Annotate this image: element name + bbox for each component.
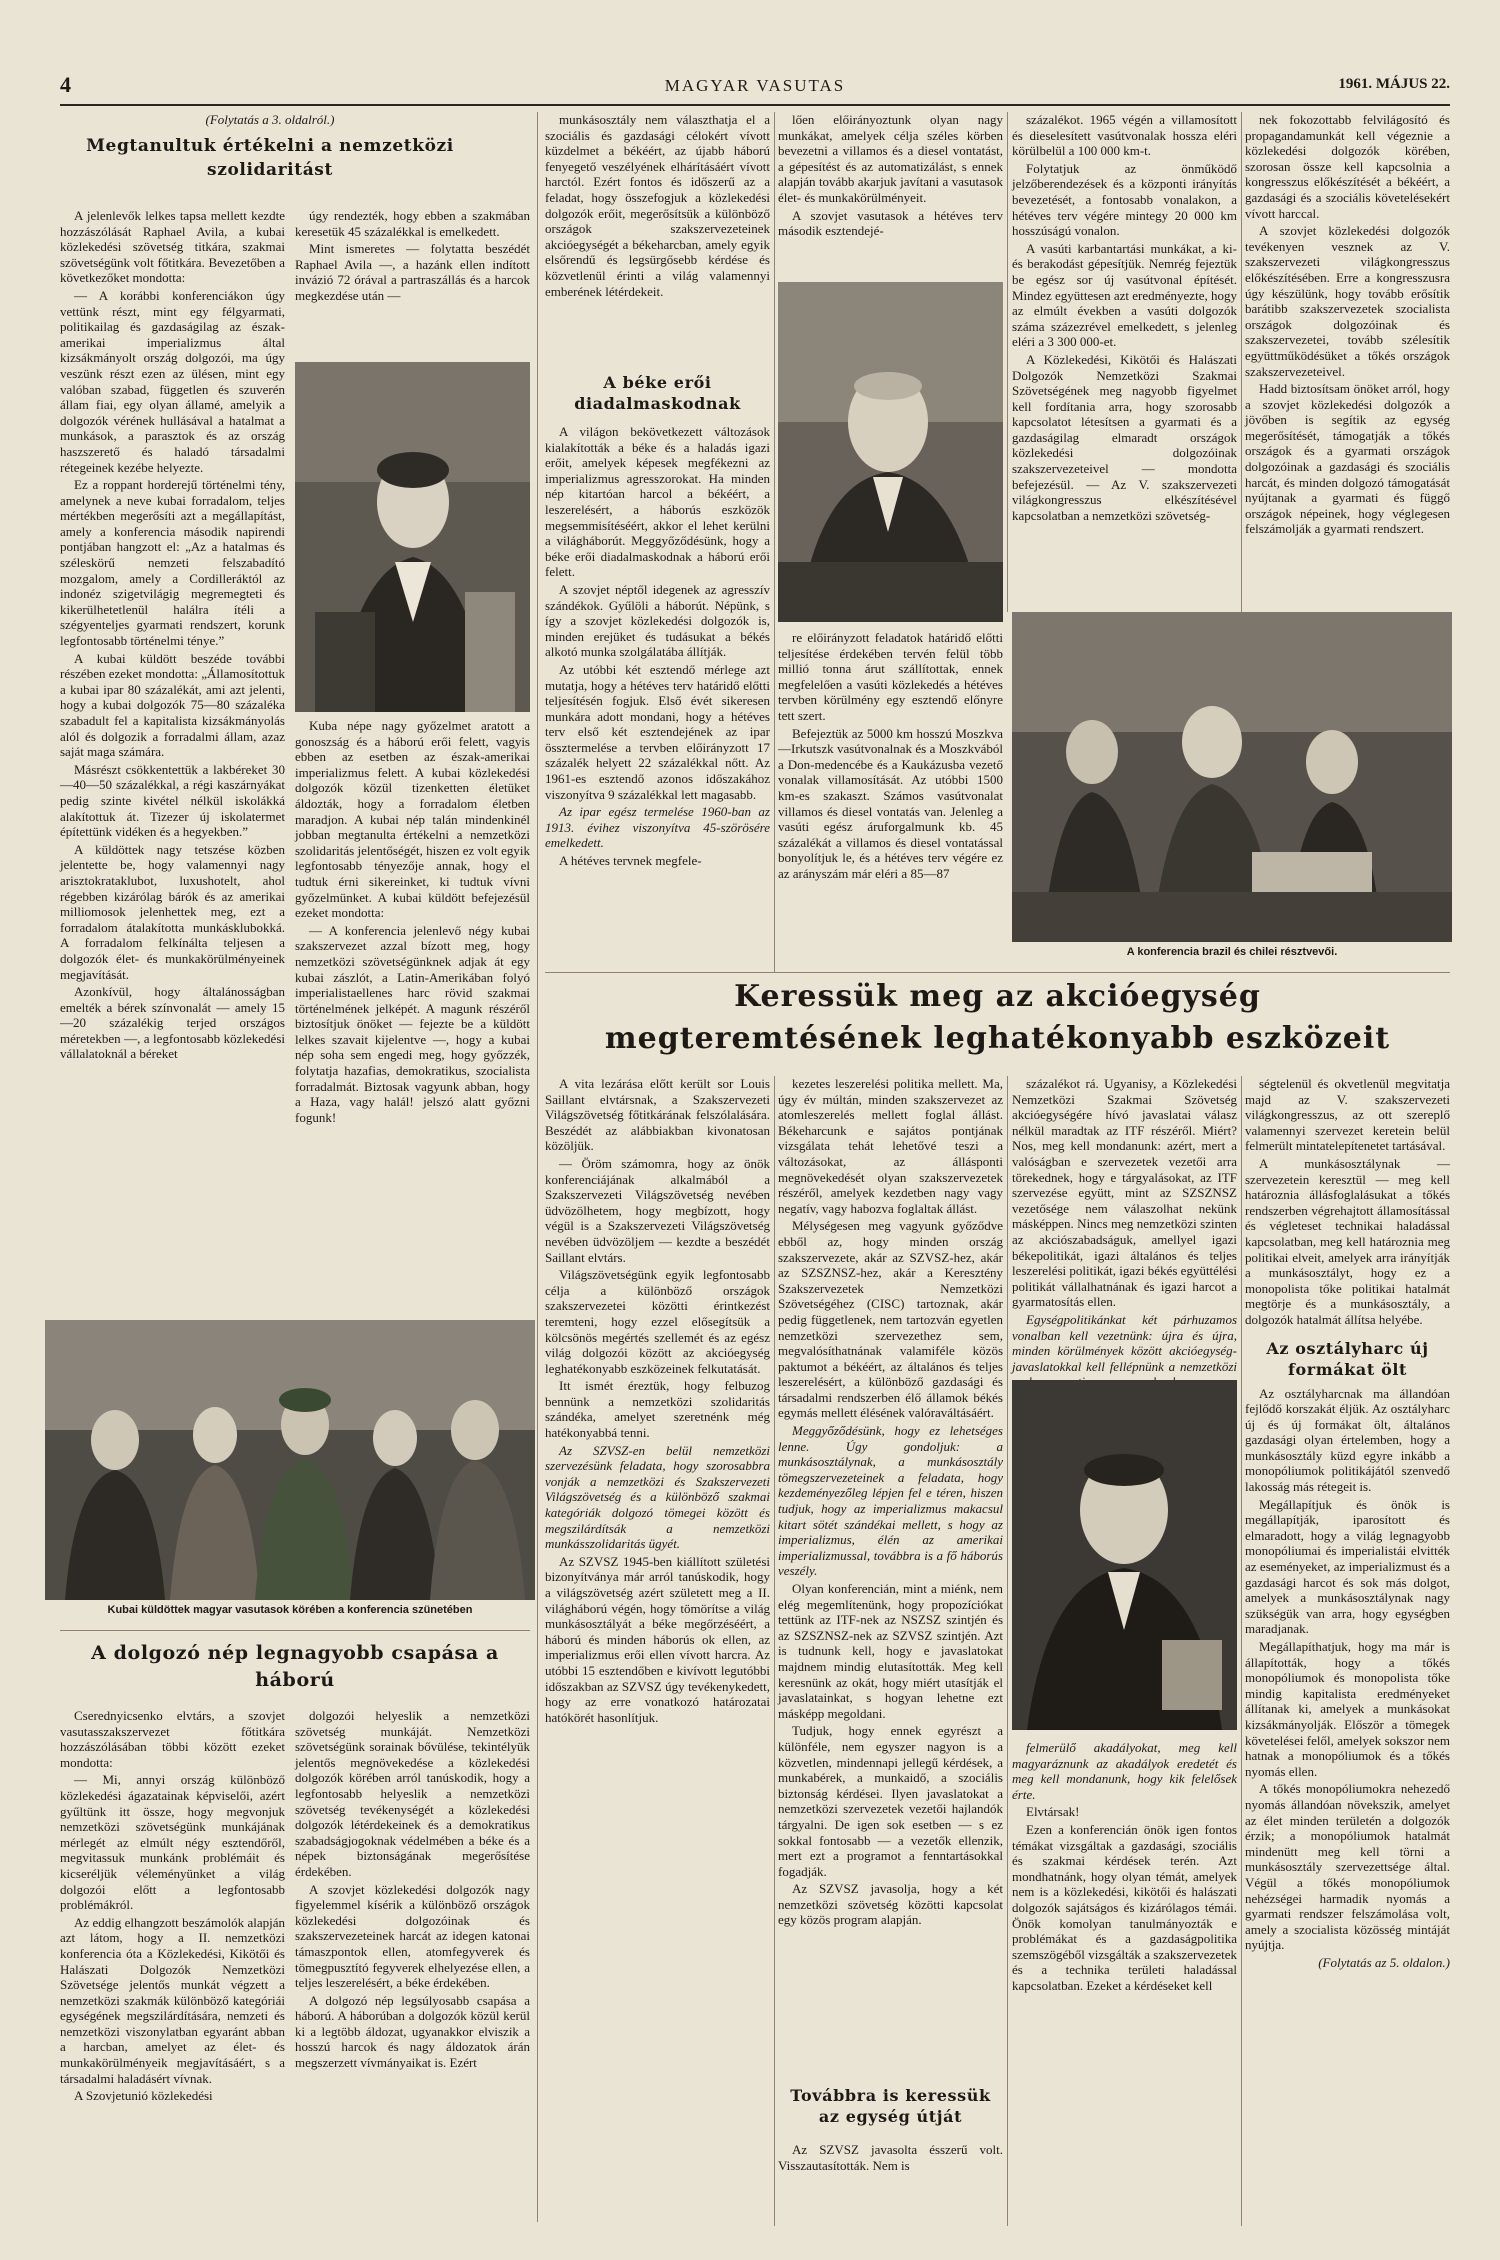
paragraph: A hétéves tervnek megfele- xyxy=(559,853,702,869)
issue-date: 1961. MÁJUS 22. xyxy=(1338,76,1450,92)
paragraph: Ezen a konferencián önök igen fontos témákat vizsgáltak a gazdasági, szociális és szakmai kérdések terén. Azt mondhatnánk, hogy olyan témát, amelyek nem is a közlekedési, kikötői és halászati dolgozók sajátságos és kizárólagos témái. Önök komolyan tanulmányozták e problémákat és a gazdaságpolitika szemszögéből vizsgálták a szakszervezetek és a technika területi haladással kapcsolatban. Ezeket a kérdéseket kell xyxy=(1012,1821,1237,1993)
article1-col2b xyxy=(295,718,530,1318)
paragraph: A szovjet közlekedési dolgozók tevékenyen vesznek az V. szakszervezeti világkongresszus előkészítésében. Erre a kongresszusra úgy készülünk, hogy tovább erősítik barátibb szakszervezetek szocialista országok dolgozóinak és szakszervezetei, tovább szélesítik együttműködésüket a tőkés országok szakszervezeteivel. xyxy=(1245,223,1450,379)
col4-top xyxy=(778,112,1003,272)
paragraph: A tőkés monopóliumokra nehezedő nyomás állandóan növekszik, amelyet az élet minden területén a dolgozók érzik; a monopóliumok hatalmát mindenütt meg kell törni a munkásosztály szervezettsége által. Végül a tőkés monopóliumok nehézségei harmadik nyomás a gyarmati rendszer felszámolása volt, amely a szocialista közösség mintáját nyújtja. xyxy=(1245,1781,1450,1953)
paragraph: A kubai küldött beszéde további részében ezeket mondotta: „Államosítottuk a kubai ipar 80 százalékát, ami azt jelenti, hogy a kubai dolgozók 75—80 százaléka szabadult fel a kapitalista kizsákmányolás alól és dolgozik a forradalmi állam, azaz saját maga számára. xyxy=(60,650,285,760)
paragraph: Megállapíthatjuk, hogy ma már is állapították, hogy a tőkés monopóliumok és monopolista tőke mindig kapitalista eredményeket állítanak ki, amelyek a munkásokat kizsákmányolják. Először a tömegek követelései felől, amelyek sokszor nem hatnak a monopóliumok és a tőkés nyomás ellen. xyxy=(1245,1639,1450,1779)
paragraph: — Mi, annyi ország különböző közlekedési ágazatainak képviselői, azért gyűltünk itt össze, hogy megvonjuk nemzetközi szövetségünk munkájának mérlegét az elmúlt négy esztendőről, megvitassuk munkánk problémáit és kicseréljük véleményünket a világ dolgozói előtt a legfontosabb problémákról. xyxy=(60,1772,285,1913)
article3-col-b xyxy=(778,1076,1003,2076)
italic-note: Az ipar egész termelése 1960-ban az 1913. évihez viszonyítva 45-szörösére emelkedett. xyxy=(545,804,770,851)
col3-subhead-box xyxy=(545,372,770,422)
column-rule xyxy=(1241,112,1242,612)
paragraph: Mélységesen meg vagyunk győződve ebből az, hogy minden ország szakszervezete, akár az SZVSZ-hez, akár az SZSZNSZ-hez, akár a Keresztény Szakszervezetek Nemzetközi Szövetségéhez (CISC) tartoznak, akár pedig függetlenek, nem tartozván egyetlen nemzetközi szervezethez sem, megvalósíthatnának valamiféle közös paktumot a békéért, az általános és teljes leszerelésért, a különböző gazdasági és társadalmi rendszerben élő államok békés egymás mellett élésének valóraváltásáért. xyxy=(778,1218,1003,1421)
article3-top-rule xyxy=(545,972,1450,973)
article3-col-c xyxy=(1012,1076,1237,1374)
paragraph: A Szovjetunió közlekedési xyxy=(74,2088,213,2104)
cuban-delegates-photo xyxy=(45,1320,535,1600)
col4-body xyxy=(778,630,1003,970)
article3-headline-line2: megteremtésének leghatékonyabb eszközeit xyxy=(604,1021,1391,1056)
paragraph: százalékot rá. Ugyanisy, a Közlekedési Nemzetközi Szakmai Szövetség akcióegységére hívó javaslatai válasz nélkül maradtak az ITF részéről. Miért? Nos, meg kell mondanunk: azért, mert a valóságban e szervezetek vezetői arra törekednek, hogy e tárgyalásokat, az ITF szervezése együtt, mint az SZSZNSZ vezetősége nem válaszolhat nekünk másképpen. Nincs meg nemzetközi szinten az akciószabadságuk, amellyel igazi békepolitikát, igazi általános és teljes leszerelési politikát, igazi békés együttélési politikát vállalhatnának és igazi harcot a gyarmatosítás ellen. xyxy=(1012,1076,1237,1310)
article2-col1 xyxy=(60,1708,285,2228)
column-rule xyxy=(537,112,538,2222)
paragraph: Elvtársak! xyxy=(1026,1804,1080,1820)
column-rule xyxy=(1007,112,1008,612)
column-rule xyxy=(774,1076,775,2226)
brazil-chile-image xyxy=(1012,612,1452,942)
continued-note: (Folytatás a 3. oldalról.) xyxy=(205,112,335,127)
column-rule xyxy=(1241,1076,1242,2226)
paragraph: munkásosztály nem választhatja el a szociális és gazdasági célokért vívott küzdelmet a békéért, az újabb háború fenyegető veszélyének elhárításáért vívott harctól. Ezért fontos és időszerű az a feladat, hogy összefogjuk a közlekedési dolgozók erőit, megerősítsük a különböző országok szakszervezeteinek akcióegységét a békeharcban, amely egyik elsőrendű és legsürgősebb kérdése és közvetlenül érinti a világ valamennyi emberének létérdekeit. xyxy=(545,112,770,299)
paragraph: A Közlekedési, Kikötői és Halászati Dolgozók Nemzetközi Szakmai Szövetségének meg nagyobb figyelmet kell fordítania arra, hogy szorosabb kapcsolatot létesítsen a gyarmati és a gazdaságilag elmaradt országok közlekedési dolgozóinak szakszervezeteivel — mondotta befejezésül. — Az V. szakszervezeti világkongresszus elkészítésével kapcsolatban a nemzetközi szövetség- xyxy=(1012,351,1237,523)
continued-to-note: (Folytatás az 5. oldalon.) xyxy=(1318,1954,1450,1970)
paragraph: A szovjet közlekedési dolgozók nagy figyelemmel kísérik a különböző országok közlekedési dolgozóinak és szakszervezeteinek harcát az idegen katonai támaszpontok ellen, atomfegyverek és tömegpusztító fegyverek elhelyezése ellen, a teljes leszerelésért, a béke érdekében. xyxy=(295,1881,530,1991)
paragraph: dolgozói helyeslik a nemzetközi szövetség munkáját. Nemzetközi szövetségünk sorainak bővülése, tekintélyük jelentős megnövekedése a közlekedési dolgozók körében arról tanúskodik, hogy a legfontosabb helyeslik a nemzetközi szövetség tevékenységét a közlekedési dolgozók létérdekeinek és a demokratikus szabadságjogoknak védelmében a béke és a népek biztonságának megerősítése érdekében. xyxy=(295,1708,530,1879)
saillant-photo-image xyxy=(778,282,1003,622)
paragraph: Egységpolitikánkat két párhuzamos vonalban kell vezetnünk: újra és újra, minden körülmények között akcióegység-javaslatokkal kell fellépnünk a nemzetközi xyxy=(1012,1311,1237,1374)
paragraph: A munkásosztálynak — szervezetein keresztül — meg kell határoznia állásfoglalásukat a tőkés rendszerben végrehajtott államosítással és végleteset technikai haladással kapcsolatban, meg kell határoznia meg politikai elveit, amelyek arra irányítják a munkásosztályt, hogy ez a monopolista tőke politikai hatalmát megtörje és a munkásosztály, a dolgozók hatalmát állítsa helyébe. xyxy=(1245,1155,1450,1327)
column-rule xyxy=(1007,1076,1008,2226)
page-number: 4 xyxy=(60,72,71,97)
paragraph: A szovjet vasutasok a hétéves terv második esztendejé- xyxy=(778,207,1003,239)
saillant-photo xyxy=(778,282,1003,622)
brazil-chile-photo xyxy=(1012,612,1452,942)
paragraph: Kuba népe nagy győzelmet aratott a gonoszság és a háború erői felett, vagyis ebben az esetben az észak-amerikai imperializmus felett. A kubai közlekedési dolgozók közül tizenketten életüket áldozták, hogy a forradalom életben maradjon. A kubai nép talán mindenkinél jobban megtanulta értékelni a nemzetközi szolidaritás jelentőségét, hiszen ez volt egyik legfontosabb tényezője annak, hogy el tudtuk érni sikereinket, ki tudtuk vívni győzelmünket. A kubai küldött befejezésül ezeket mondotta: xyxy=(295,718,530,921)
paragraph: Az SZVSZ-en belül nemzetközi szervezésünk feladata, hogy szorosabbra vonják a nemzetközi és Szakszervezeti Világszövetség és a különböző szakmai kategóriák dolgozó tömegei között és megszilárdítsák a nemzetközi munkásszolidaritás ügyét. xyxy=(545,1442,770,1552)
paragraph: Az utóbbi két esztendő mérlege azt mutatja, hogy a hétéves terv határidő előtti teljesítésén fogjuk. Első évét sikeresen munkára adott mondani, hogy a hétéves terv első két esztendejének az ipar össztermelése a tervben előirányzott 17 százalék helyett 22 százalékkal nőtt. Az 1961-es esztendő azonos időszakához viszonyítva 9 százalékkal lett magasabb. xyxy=(545,661,770,802)
paragraph: Folytatjuk az önműködő jelzőberendezések és a központi irányítás bevezetését, a fontosabb vonalakon, a hétéves terv végére mintegy 20 000 km hosszúságú vonalon. xyxy=(1012,160,1237,239)
paragraph: A küldöttek nagy tetszése közben jelentette be, hogy valamennyi nagy arisztokrataklubot, luxushotelt, ahol régebben kizárólag bárók és az amerikai milliomosok jelenhettek meg, ezt a forradalom átalakította munkásklubokká. A forradalom felkínálta teljesen a dolgozók élet- és munkakörülményeinek megjavítását. xyxy=(60,841,285,982)
paragraph: Meggyőződésünk, hogy ez lehetséges lenne. Úgy gondoljuk: a munkásosztálynak, a munkásosztály tömegszervezeteinek a feladata, hogy kezdeményezőleg lépjen fel e téren, hiszen tudjuk, hogy az imperializmus makacsul kitart sötét szándékai mellett, s hogy az imperializmus, élén az amerikai imperializmussal, továbbra is a fő háborús veszély. xyxy=(778,1423,1003,1579)
article2-headline: A dolgozó nép legnagyobb csapása a háború xyxy=(91,1642,499,1691)
speaker-photo xyxy=(295,362,530,712)
masthead xyxy=(60,72,1450,102)
paragraph: — Öröm számomra, hogy az önök konferenciájának alkalmából a Szakszervezeti Világszövetség nevében üdvözölhetem, hogy megbízott, hogy végül is a Szakszervezeti Világszövetség nevében üdvözöljem — kezdte a beszédét Saillant elvtárs. xyxy=(545,1155,770,1265)
article3-subhead-b: Továbbra is keressük az egység útját xyxy=(790,2086,991,2126)
paragraph: — A korábbi konferenciákon úgy vettünk részt, mint egy félgyarmati, politikailag és gazdaságilag az észak-amerikai imperializmus által kizsákmányolt ország dolgozói, ma úgy veszünk részt ezen az ülésen, mint egy valóban szabad, független és szuverén állam fiai, egy olyan államé, amelyik a dolgozók vérének hullásával a hatalmat a munkások, a parasztok és az ország haszszerető és haladó társadalmi rétegeinek kezébe helyezte. xyxy=(60,287,285,475)
article3-headline-line1: Keressük meg az akcióegység xyxy=(734,979,1261,1014)
paragraph: Az eddig elhangzott beszámolók alapján azt látom, hogy a II. nemzetközi konferencia óta a Közlekedési, Kikötői és Halászati Dolgozók Nemzetközi Szövetsége jelentős munkát végzett a nemzetközi szakmák különböző kategóriái egységének megszilárdítására, nemzeti és nemzetközi viszonylatban egyaránt abban a harcban, amelyet az élet- és munkakörülményeik megjavításáért, s a társadalmi haladásért vívnak. xyxy=(60,1914,285,2086)
article2-col2 xyxy=(295,1708,530,2228)
paragraph: Megállapítjuk és önök is megállapítják, iparosított és elmaradott, hogy a világ legnagyobb monopóliumai és imperialistái elvitték az eseményeket, az imperializmust és a gazdasági harcot és sok más dolgot, amelyek a munkásosztálynak nagy szükségük van arra, hogy egységben maradjanak. xyxy=(1245,1496,1450,1637)
paragraph: Olyan konferencián, mint a miénk, nem elég megemlítenünk, hogy propozíciókat tettünk az ITF-nek az NSZSZ szintjén és az SZSZNSZ-nek az SZVSZ szintjén. Azt is tudnunk kell, hogy e javaslatokat majdnem mindig elutasították. Meg kell keresnünk az okát, hogy miért utasítják el javaslatainkat, s hogyan lehetne ezt másképp megoldani. xyxy=(778,1581,1003,1721)
article3-col-a xyxy=(545,1076,770,2226)
paragraph: A vita lezárása előtt került sor Louis Saillant elvtársnak, a Szakszervezeti Világszövetség főtitkárának felszólalására. Beszédét az alábbiakban kivonatosan közöljük. xyxy=(545,1076,770,1154)
article1-col2-top xyxy=(295,208,530,358)
cuban-delegates-image xyxy=(45,1320,535,1600)
column-rule xyxy=(774,112,775,972)
col3-top xyxy=(545,112,770,372)
header-rule xyxy=(60,104,1450,106)
paragraph: A szovjet néptől idegenek az agresszív szándékok. Gyűlöli a háborút. Népünk, s így a szovjet közlekedési dolgozók is, minden erejüket és tudásukat a békés alkotó munka szolgálatába állítják. xyxy=(545,581,770,660)
speaker2-photo-image xyxy=(1012,1380,1237,1730)
paragraph: Hadd biztosítsam önöket arról, hogy a szovjet közlekedési dolgozók a jövőben is segítik az egység megerősítését, támogatják a tőkés országok és a gyarmati országok dolgozóinak a gazdasági és szociális harcát, és minden dolgozó támogatását nyújtanak a gyarmati és függő országok népeinek, hogy véglegesen felszámolják a gyarmati rendszert. xyxy=(1245,381,1450,537)
paragraph: Mint ismeretes — folytatta beszédét Raphael Avila —, a hazánk ellen indított invázió 72 órával a partraszállás és a harcok megkezdése után — xyxy=(295,241,530,303)
paragraph: Itt ismét éreztük, hogy felbuzog bennünk a nemzetközi szolidaritás szándéka, amelyet szeretnénk még hatékonyabbá tenni. xyxy=(545,1378,770,1441)
col3-subhead: A béke erői diadalmaskodnak xyxy=(574,373,741,413)
paragraph: nek fokozottabb felvilágosító és propagandamunkát kell végeznie a közlekedési dolgozók körében, szorosan össze kell kapcsolnia a kongresszus előkészítését a békéért, a gazdasági és a szociális követelésekért vívott harccal. xyxy=(1245,112,1450,221)
paragraph: Az osztályharcnak ma állandóan fejlődő korszakát éljük. Az osztályharc új és új formákat ölt, általános gazdasági olyan értelemben, hogy a munkásosztály küzd egyre inkább a monopóliumok politikájától szenvedő lakosság más rétegeit is. xyxy=(1245,1385,1450,1495)
cuban-photo-caption: Kubai küldöttek magyar vasutasok körében a konferencia szünetében xyxy=(107,1604,473,1616)
paragraph: A jelenlevők lelkes tapsa mellett kezdte hozzászólását Raphael Avila, a kubai közlekedési szövetség titkára, szakmai szövetségünk volt főtitkára. Bevezetőben a következőket mondotta: xyxy=(60,208,285,286)
paragraph: A vasúti karbantartási munkákat, a ki- és berakodást gépesítjük. Nemrég fejeztük be egész sor új vasútvonal építését. Mindez együttesen azt eredményezte, hogy az elmúlt években a vasúti dolgozók száma százezrével emelkedett, s jelenleg eléri a 3 300 000-et. xyxy=(1012,240,1237,350)
speaker2-photo xyxy=(1012,1380,1237,1730)
paragraph: — A konferencia jelenlevő négy kubai szakszervezet azzal bízott meg, hogy nemzetközi szövetségünknek adjak át egy kubai zászlót, a Latin-Amerikában folyó imperialistaellenes harc rövid szakmai történelmének jelképét. A magunk részéről biztosítjuk önöket — fejezte be a küldött lelkes szavait kijelentve —, hogy a kubai nép soha sem engedi meg, hogy győzzék, folytatja hazafias, demokratikus, szocialista forradalmát. Biztosak vagyunk abban, hogy a Haza, vagy halál! jelszó alatt győzni fogunk! xyxy=(295,922,530,1125)
paragraph: Azonkívül, hogy általánosságban emelték a bérek színvonalát — amely 15—20 százalékig terjed országos méretekben —, a legfontosabb közlekedési vállalatoknál a béreket xyxy=(60,984,285,1062)
article1-headline-box xyxy=(60,134,480,204)
article3-subhead-b-box xyxy=(778,2085,1003,2139)
paragraph: kezetes leszerelési politika mellett. Ma, úgy év múltán, minden szakszervezet az atomleszerelés mellett foglal állást. Békeharcunk e sajátos pontjának vizsgálata tehát lehetővé teszi a változásokat, az állásponti megnövekedését olyan szakszervezetek részéről, amelyek kezdetben nagy vagy negatív, vagy habozva foglaltak állást. xyxy=(778,1076,1003,1216)
col3-body xyxy=(545,424,770,964)
paragraph: Tudjuk, hogy ennek egyrészt a különféle, nem egyszer nagyon is a közvetlen, mindennapi jellegű kérdések, a munkabérek, a munkaidő, a szociális biztonság kérdései. Ilyen javaslatokat a nemzetközi szervezetek vezetői hajlandók tárgyalni. De igen sok esetben — s ez sokkal fontosabb — a vezetők ellenzik, mert ezt a programot a fenntartásokkal fogadják. xyxy=(778,1723,1003,1879)
paragraph: Az SZVSZ javasolja, hogy a két nemzetközi szövetség közötti kapcsolat egy közös program alapján. xyxy=(778,1881,1003,1928)
paragraph: felmerülő akadályokat, meg kell magyaráznunk az akadályok eredetét és meg kell mondanunk, hogy kik felelősek érte. xyxy=(1012,1740,1237,1802)
paragraph: A világon bekövetkezett változások kialakították a béke és a haladás igazi erőit, amelyek képesek megfékezni az imperializmus agresszorokat. Ha minden nép kitartóan harcol a békéért, a leszerelésért, a háborús eszközök megsemmisítéséért, akkor el lehet kerülni a világháborút. Meggyőződésünk, hogy a béke erői diadalmaskodnak a háború erői felett. xyxy=(545,424,770,580)
col6-body xyxy=(1245,112,1450,612)
paragraph: Ez a roppant horderejű történelmi tény, amelynek a neve kubai forradalom, teljes mértékben megerősíti azt a megállapítást, amely a konferencia második napirendi pontjában hangzott el: „Az a hatalmas és széleskörű nemzeti felszabadító mozgalom, amely a Cordilleráktól az indonéz szigetvilágig megremegteti és kikerülhetetlenül halálra ítéli a szégyenteljes gyarmati rendszert, korunk legfontosabb történelmi ténye.” xyxy=(60,477,285,649)
article1-headline: Megtanultuk értékelni a nemzetközi szolidaritást xyxy=(86,136,454,180)
article3-col-d xyxy=(1245,1076,1450,2226)
article3-subhead-d: Az osztályharc új formákat ölt xyxy=(1266,1338,1429,1379)
brazil-chile-caption: A konferencia brazil és chilei résztvevői. xyxy=(1126,946,1338,958)
paragraph: Befejeztük az 5000 km hosszú Moszkva—Irkutszk vasútvonalnak és a Moszkvából a Don-medencébe és a Kaukázusba vezető vonalak villamosítását. Az utóbbi 1500 km-es szakaszt. Számos vasútvonalat villamos és diesel vontatás van. Jelenleg a vasúti egész áruforgalmunk kb. 45 százalékát a villamos és diesel vontatással bonyolítjuk le, és a hétéves terv végére ez az arányszám már eléri a 85—87 xyxy=(778,725,1003,881)
paragraph: Az SZVSZ javasolta ésszerű volt. Visszautasították. Nem is xyxy=(778,2142,1003,2173)
paragraph: Cserednyicsenko elvtárs, a szovjet vasutasszakszervezet főtitkára hozzászólásában többi között ezeket mondotta: xyxy=(60,1708,285,1770)
paragraph: A dolgozó nép legsúlyosabb csapása a háború. A háborúban a dolgozók közül kerül ki a legtöbb áldozat, ugyanakkor elviszik a hosszú harcok és nagy áldozatok árán megszerzett vívmányaikat is. Ezért xyxy=(295,1992,530,2071)
article3-col-b2 xyxy=(778,2142,1003,2222)
paragraph: Másrészt csökkentettük a lakbéreket 30—40—50 százalékkal, a régi kaszárnyákat pedig szinte kivétel nélkül iskolákká alakítottuk át. Tizezer új iskolatermet építettünk vidéken és a hegyekben.” xyxy=(60,761,285,840)
brazil-photo-caption-box xyxy=(1012,946,1452,964)
paragraph: százalékot. 1965 végén a villamosított és dieselesített vasútvonalak hossza eléri körülbelül a 100 000 km-t. xyxy=(1012,112,1237,159)
paragraph: Az SZVSZ 1945-ben kiállított születési bizonyítványa már arról tanúskodik, hogy a világszövetség azért született meg a II. világháború végén, hogy tömörítse a világ munkásosztályát a béke megőrzéséért, a háború és minden háborús ok ellen, az imperializmus erői ellen vívott harcra. Az utóbbi 15 esztendőben e kivívott legutóbbi időszakban az SZVSZ úgy tevékenykedett, hogy az erre vonatkozó határozatai hatókörét hasonlítjuk. xyxy=(545,1553,770,1725)
article2-headline-box xyxy=(60,1640,530,1700)
paragraph: Világszövetségünk egyik legfontosabb célja a különböző országok szakszervezetei közötti érintkezést teremteni, hogy ezzel elősegítsük a kölcsönös megértés szellemét és az egész világ dolgozói között az akcióegység leghatékonyabb eszközeinek felkutatását. xyxy=(545,1267,770,1376)
paragraph: úgy rendezték, hogy ebben a szakmában keresetük 45 százalékkal is emelkedett. xyxy=(295,208,530,239)
paragraph: ségtelenül és okvetlenül megvitatja majd az V. szakszervezeti világkongresszus, az ott szereplő valamennyi szervezet keretein belül felmerült mintatelepítenetet tartásával. xyxy=(1245,1076,1450,1154)
article2-top-rule xyxy=(60,1630,530,1631)
article1-col1 xyxy=(60,208,285,1308)
article3-col-c2 xyxy=(1012,1740,1237,2220)
paragraph: lően előirányoztunk olyan nagy munkákat, amelyek célja széles körben bevezetni a villamos és a diesel vontatást, a gépesítést és az automatizálást, s ennek alapján tovább akarjuk javítani a vasutasok élet- és munkakörülményeit. xyxy=(778,112,1003,205)
paragraph: re előirányzott feladatok határidő előtti teljesítése érdekében tervén felül több millió tonna árut szállítottak, ennek megfelelően a vasúti közlekedés a hétéves tervben körülmény egy esztendő előnyre tett szert. xyxy=(778,630,1003,723)
newspaper-title: MAGYAR VASUTAS xyxy=(664,76,846,95)
article3-headline-box xyxy=(545,976,1450,1068)
cuban-photo-caption-box xyxy=(45,1604,535,1622)
speaker-photo-image xyxy=(295,362,530,712)
